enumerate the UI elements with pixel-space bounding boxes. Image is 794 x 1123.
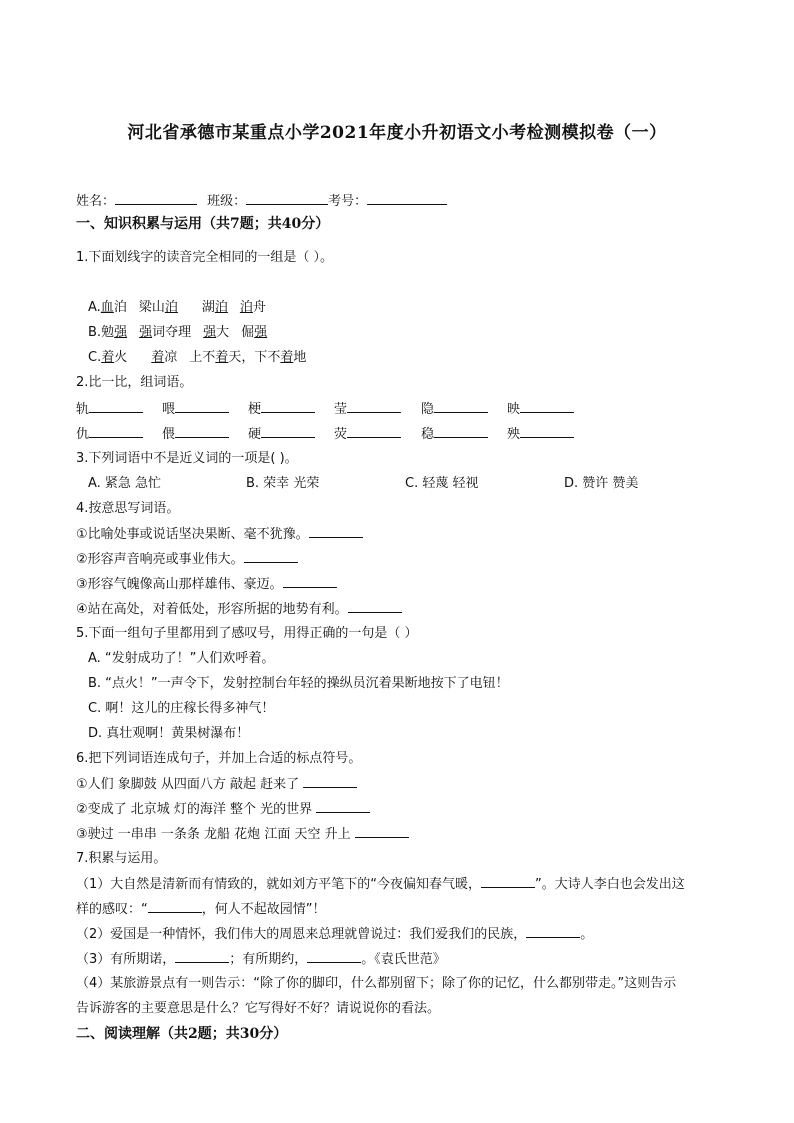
- char-cell: 莹: [334, 400, 401, 419]
- question-7-line: （2）爱国是一种情怀，我们伟大的周恩来总理就曾说过：我们爱我们的民族， 。: [76, 927, 594, 942]
- char-cell: 映: [507, 400, 574, 419]
- class-blank[interactable]: [246, 192, 328, 205]
- char-cell: 隐: [421, 400, 488, 419]
- question-7-line: （3）有所期诺， ；有所期约， 。《袁氏世范》: [76, 952, 446, 967]
- question-7-line: （4）某旅游景点有一则告示：“除了你的脚印，什么都别留下；除了你的记忆，什么都别带走。”这则告示: [76, 976, 677, 991]
- question-4-item: ②形容声音响亮或事业伟大。: [76, 550, 298, 569]
- question-1-stem: 1.下面划线字的读音完全相同的一组是（ ）。: [76, 250, 334, 265]
- option-c[interactable]: C. 轻蔑 轻视: [405, 476, 479, 491]
- question-7-line: 告诉游客的主要意思是什么？它写得好不好？请说说你的看法。: [76, 1001, 441, 1016]
- question-5-option-b[interactable]: B. “点火！”一声令下，发射控制台年轻的操纵员沉着果断地按下了电钮！: [88, 676, 509, 691]
- char-cell: 稳: [421, 425, 488, 444]
- question-1-option-c: C.着火 着凉 上不着天，下不着地: [88, 350, 307, 365]
- question-5-stem: 5.下面一组句子里都用到了感叹号，用得正确的一句是（ ）: [76, 626, 418, 641]
- question-7-line: （1）大自然是清新而有情致的，就如刘方平笔下的“今夜偏知春气暖， ”。大诗人李白也会发出这: [76, 877, 685, 892]
- char-cell: 梗: [248, 400, 315, 419]
- question-4-item: ③形容气魄像高山那样雄伟、豪迈。: [76, 575, 337, 594]
- char-cell: 仇: [76, 425, 143, 444]
- question-3-options: [88, 475, 728, 495]
- question-4-stem: 4.按意思写词语。: [76, 501, 180, 516]
- question-7-line: 样的感叹：“ ，何人不起故园情”！: [76, 902, 326, 917]
- section-heading-2: 二、阅读理解（共2题；共30分）: [76, 1026, 288, 1042]
- question-6-item: ①人们 象脚鼓 从四面八方 敲起 赶来了: [76, 775, 357, 794]
- question-1-option-a: A.血泊 梁山泊 湖泊 泊舟: [88, 300, 266, 315]
- question-7-stem: 7.积累与运用。: [76, 851, 167, 866]
- char-cell: 殃: [507, 425, 574, 444]
- question-6-item: ③驶过 一串串 一条条 龙船 花炮 江面 天空 升上: [76, 825, 409, 844]
- question-2-row-1: [76, 400, 596, 420]
- exam-no-label: 考号：: [328, 194, 368, 209]
- option-d[interactable]: D. 赞许 赞美: [564, 476, 639, 491]
- char-cell: 喂: [162, 400, 229, 419]
- question-5-option-d[interactable]: D. 真壮观啊！黄果树瀑布！: [88, 726, 250, 741]
- char-cell: 轨: [76, 400, 143, 419]
- student-info-line: [76, 192, 447, 211]
- question-1-option-b: B.勉强 强词夺理 强大 倔强: [88, 325, 268, 340]
- question-5-option-c[interactable]: C. 啊！这儿的庄稼长得多神气！: [88, 701, 275, 716]
- exam-no-blank[interactable]: [367, 192, 447, 205]
- option-b[interactable]: B. 荣幸 光荣: [246, 476, 320, 491]
- question-4-item: ①比喻处事或说话坚决果断、毫不犹豫。: [76, 525, 363, 544]
- question-6-item: ②变成了 北京城 灯的海洋 整个 光的世界: [76, 800, 370, 819]
- name-blank[interactable]: [115, 192, 197, 205]
- name-label: 姓名：: [76, 194, 116, 209]
- class-label: 班级：: [207, 194, 247, 209]
- question-4-item: ④站在高处，对着低处，形容所据的地势有利。: [76, 600, 402, 619]
- question-6-stem: 6.把下列词语连成句子，并加上合适的标点符号。: [76, 751, 362, 766]
- question-3-stem: 3.下列词语中不是近义词的一项是( )。: [76, 451, 298, 466]
- question-2-row-2: [76, 425, 596, 445]
- char-cell: 偎: [162, 425, 229, 444]
- exam-title: 河北省承德市某重点小学2021年度小升初语文小考检测模拟卷（一）: [127, 123, 667, 143]
- char-cell: 荧: [334, 425, 401, 444]
- question-2-stem: 2.比一比，组词语。: [76, 375, 193, 390]
- char-cell: 硬: [248, 425, 315, 444]
- question-5-option-a[interactable]: A. “发射成功了！”人们欢呼着。: [88, 651, 275, 666]
- section-heading-1: 一、知识积累与运用（共7题；共40分）: [76, 216, 330, 232]
- option-a[interactable]: A. 紧急 急忙: [88, 476, 162, 491]
